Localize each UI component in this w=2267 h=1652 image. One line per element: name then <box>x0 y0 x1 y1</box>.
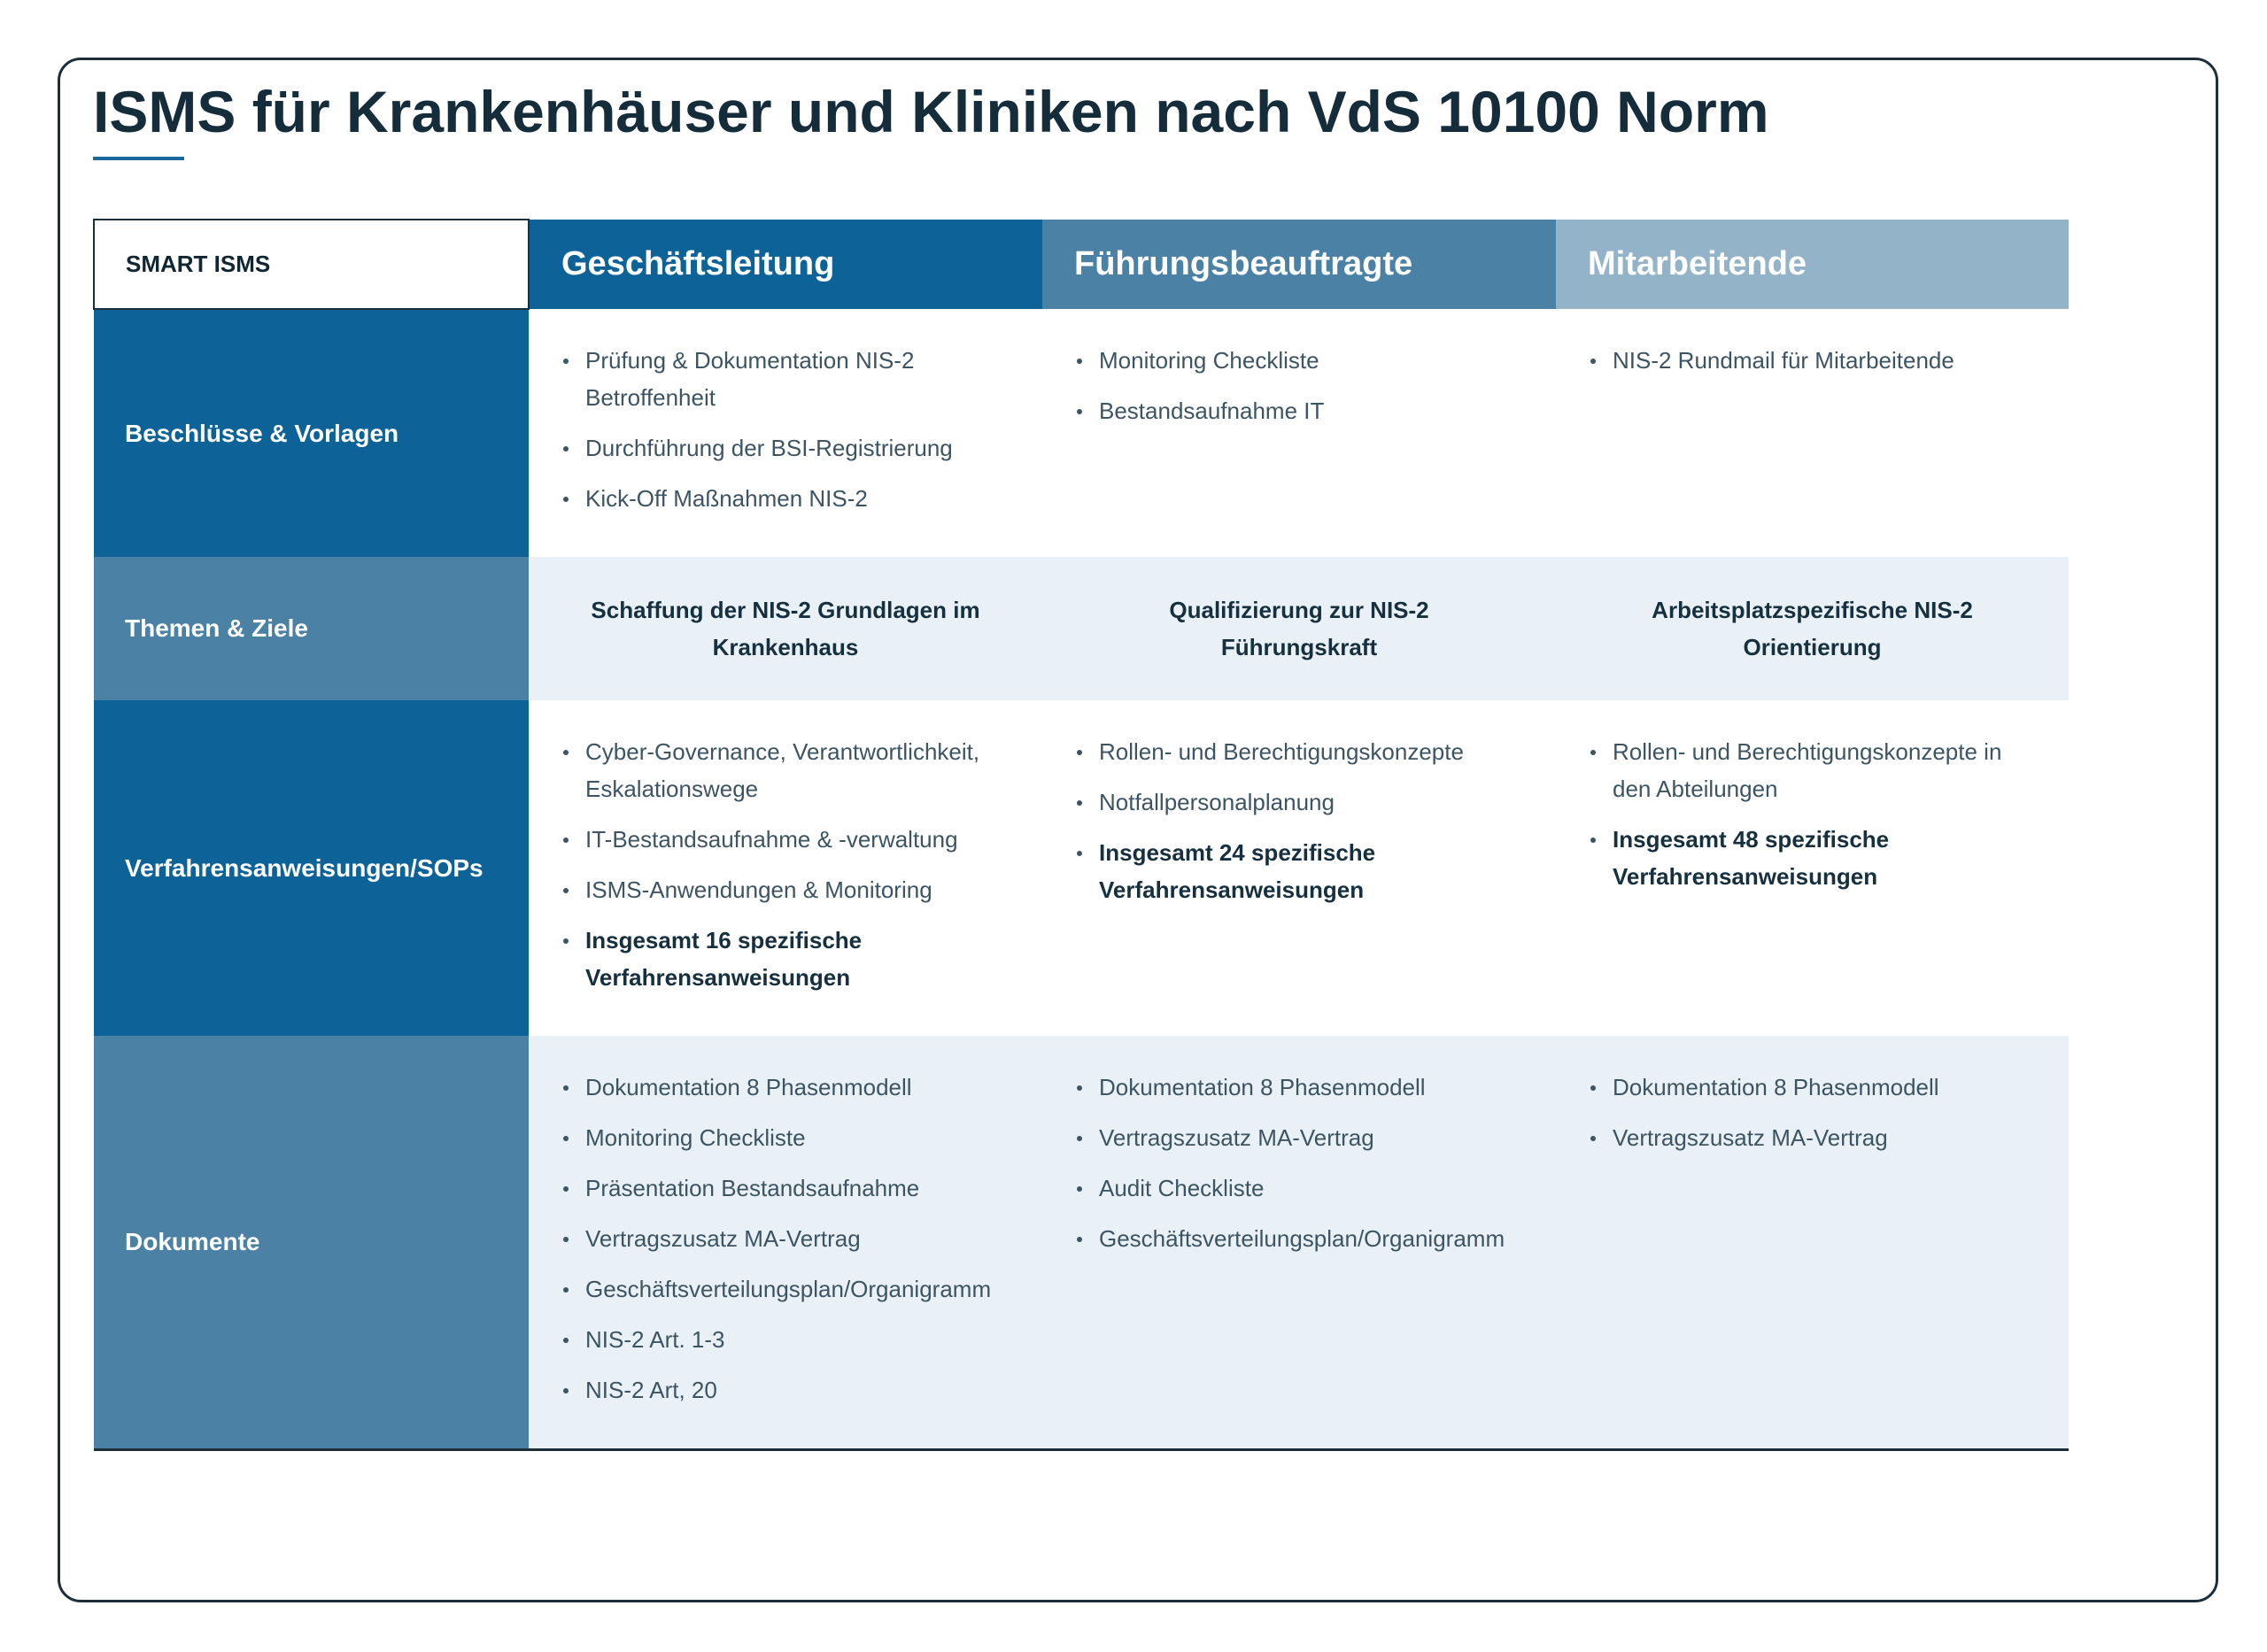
cell-sops-mitarbeitende <box>1556 700 2069 1036</box>
cell-sops-fuehrungsbeauftragte <box>1042 700 1556 1036</box>
list-item: Dokumentation 8 Phasenmodell <box>1074 1069 1524 1106</box>
row-header-beschluesse: Beschlüsse & Vorlagen <box>94 309 529 557</box>
table-row-verfahrensanweisungen <box>94 700 2069 1036</box>
list-item-summary: Insgesamt 48 spezifische Verfahrensanweisungen <box>1588 821 2037 895</box>
cell-dokumente-mitarbeitende <box>1556 1036 2069 1450</box>
title-underline <box>93 157 184 160</box>
list-item: Notfallpersonalplanung <box>1074 784 1524 821</box>
list-item: Rollen- und Berechtigungskonzepte in den Abteilungen <box>1588 733 2037 807</box>
table-row-themen <box>94 557 2069 700</box>
cell-dokumente-geschaeftsleitung <box>529 1036 1042 1450</box>
list-item: Dokumentation 8 Phasenmodell <box>1588 1069 2037 1106</box>
cell-beschluesse-geschaeftsleitung <box>529 309 1042 557</box>
cell-themen-geschaeftsleitung: Schaffung der NIS-2 Grundlagen im Krankenhaus <box>529 557 1042 700</box>
table-row-beschluesse <box>94 309 2069 557</box>
list-item: Prüfung & Dokumentation NIS-2 Betroffenheit <box>561 342 1010 416</box>
list-item: Cyber-Governance, Verantwortlichkeit, Eskalationswege <box>561 733 1010 807</box>
list-item: Monitoring Checkliste <box>1074 342 1524 379</box>
list-item: NIS-2 Art, 20 <box>561 1371 1010 1409</box>
list-item: NIS-2 Art. 1-3 <box>561 1321 1010 1358</box>
page-title: ISMS für Krankenhäuser und Kliniken nach VdS 10100 Norm <box>93 79 1769 144</box>
list-item-summary: Insgesamt 16 spezifische Verfahrensanweisungen <box>561 922 1010 996</box>
list-item: Präsentation Bestandsaufnahme <box>561 1170 1010 1207</box>
cell-themen-mitarbeitende: Arbeitsplatzspezifische NIS-2 Orientierung <box>1556 557 2069 700</box>
corner-label: SMART ISMS <box>94 220 529 309</box>
list-item-summary: Insgesamt 24 spezifische Verfahrensanweisungen <box>1074 834 1524 908</box>
table-row-dokumente <box>94 1036 2069 1450</box>
list-item: Bestandsaufnahme IT <box>1074 392 1524 429</box>
column-header-geschaeftsleitung: Geschäftsleitung <box>529 220 1042 309</box>
cell-dokumente-fuehrungsbeauftragte <box>1042 1036 1556 1450</box>
list-item: Rollen- und Berechtigungskonzepte <box>1074 733 1524 770</box>
list-item: Kick-Off Maßnahmen NIS-2 <box>561 480 1010 517</box>
list-item: Vertragszusatz MA-Vertrag <box>561 1220 1010 1257</box>
list-item: Monitoring Checkliste <box>561 1119 1010 1156</box>
row-header-dokumente: Dokumente <box>94 1036 529 1450</box>
cell-themen-fuehrungsbeauftragte: Qualifizierung zur NIS-2 Führungskraft <box>1042 557 1556 700</box>
cell-beschluesse-mitarbeitende <box>1556 309 2069 557</box>
list-item: Dokumentation 8 Phasenmodell <box>561 1069 1010 1106</box>
list-item: Geschäftsverteilungsplan/Organigramm <box>1074 1220 1524 1257</box>
list-item: Geschäftsverteilungsplan/Organigramm <box>561 1270 1010 1308</box>
isms-matrix-table <box>93 219 2069 1451</box>
list-item: Vertragszusatz MA-Vertrag <box>1588 1119 2037 1156</box>
list-item: Audit Checkliste <box>1074 1170 1524 1207</box>
cell-sops-geschaeftsleitung <box>529 700 1042 1036</box>
cell-beschluesse-fuehrungsbeauftragte <box>1042 309 1556 557</box>
row-header-themen: Themen & Ziele <box>94 557 529 700</box>
list-item: ISMS-Anwendungen & Monitoring <box>561 871 1010 908</box>
list-item: Vertragszusatz MA-Vertrag <box>1074 1119 1524 1156</box>
column-header-fuehrungsbeauftragte: Führungsbeauftragte <box>1042 220 1556 309</box>
table-header-row <box>94 220 2069 309</box>
list-item: Durchführung der BSI-Registrierung <box>561 429 1010 467</box>
list-item: NIS-2 Rundmail für Mitarbeitende <box>1588 342 2037 379</box>
row-header-verfahrensanweisungen: Verfahrensanweisungen/SOPs <box>94 700 529 1036</box>
list-item: IT-Bestandsaufnahme & -verwaltung <box>561 821 1010 858</box>
column-header-mitarbeitende: Mitarbeitende <box>1556 220 2069 309</box>
